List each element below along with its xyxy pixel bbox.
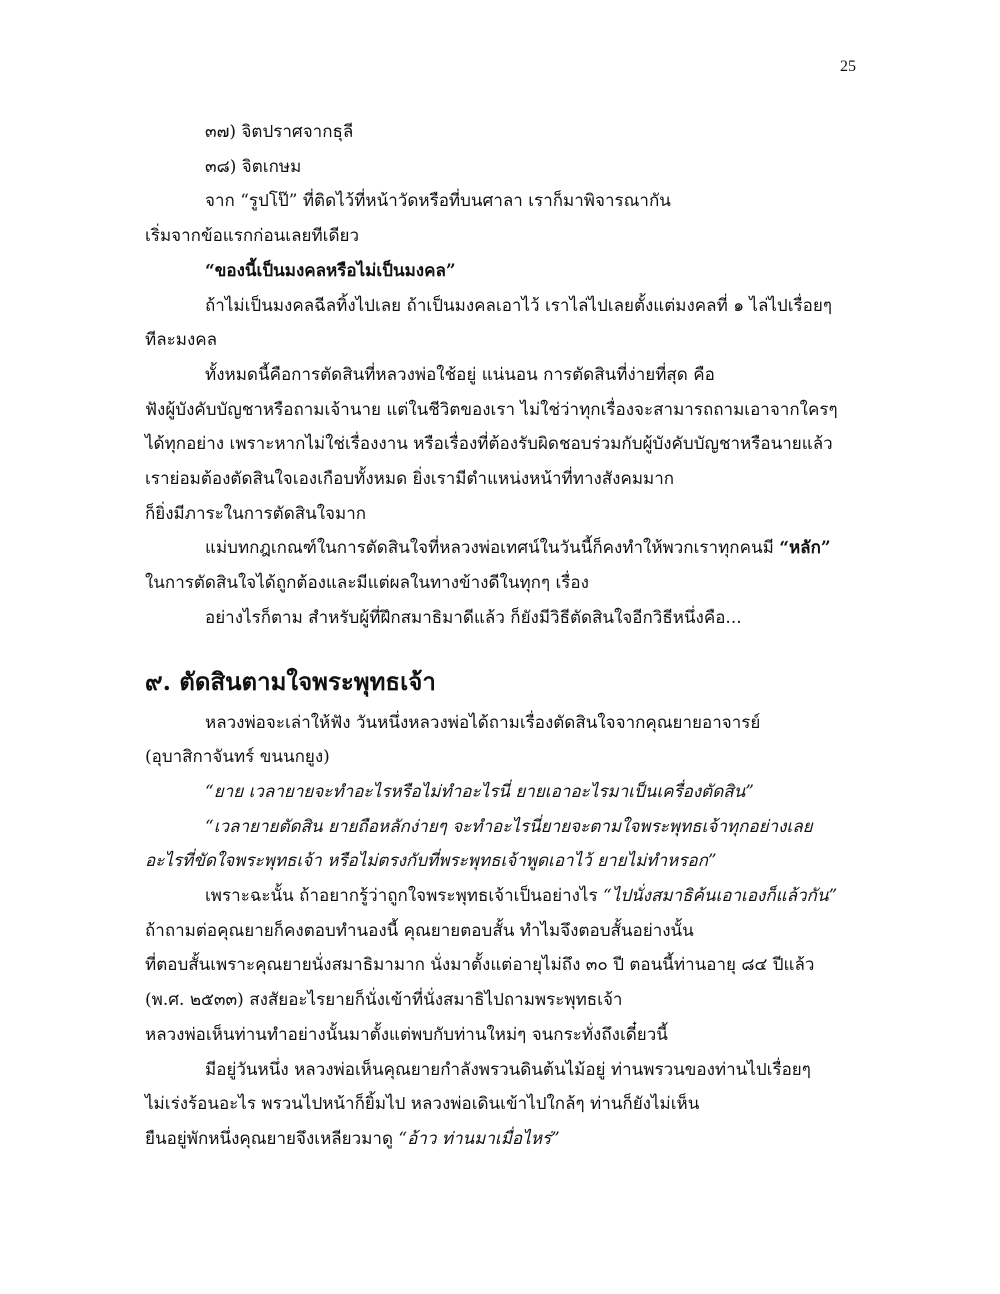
paragraph-line: ถ้าไม่เป็นมงคลฉีลทิ้งไปเลย ถ้าเป็นมงคลเอาไว้ เราไล่ไปเลยตั้งแต่มงคลที่ ๑ ไล่ไปเรื่อยๆ	[205, 295, 832, 316]
quote-line: “ยาย เวลายายจะทำอะไรหรือไม่ทำอะไรนี่ ยายเอาอะไรมาเป็นเครื่องตัดสิน”	[205, 781, 754, 802]
paragraph-line: ๓๗) จิตปราศจากธุลี	[205, 122, 354, 142]
paragraph-line: ทีละมงคล	[145, 330, 218, 351]
section-heading: ๙. ตัดสินตามใจพระพุทธเจ้า	[145, 666, 436, 696]
quote-line: “เวลายายตัดสิน ยายถือหลักง่ายๆ จะทำอะไรนี่ยายจะตามใจพระพุทธเจ้าทุกอย่างเลย	[205, 816, 813, 837]
paragraph-line: ฟังผู้บังคับบัญชาหรือถามเจ้านาย แต่ในชีวิตของเรา ไม่ใช่ว่าทุกเรื่องจะสามารถถามเอาจากใครๆ	[145, 399, 838, 420]
paragraph-line: (อุบาสิกาจันทร์ ขนนกยูง)	[145, 747, 330, 768]
quote-text: “ไปนั่งสมาธิค้นเอาเองก็แล้วกัน”	[603, 886, 838, 907]
paragraph-line: ทั้งหมดนี้คือการตัดสินที่หลวงพ่อใช้อยู่ แน่นอน การตัดสินที่ง่ายที่สุด คือ	[205, 364, 715, 385]
paragraph-line: อย่างไรก็ตาม สำหรับผู้ที่ฝึกสมาธิมาดีแล้ว ก็ยังมีวิธีตัดสินใจอีกวิธีหนึ่งคือ...	[205, 607, 742, 628]
line-text: แม่บทกฎเกณฑ์ในการตัดสินใจที่หลวงพ่อเทศน์ในวันนี้ก็คงทำให้พวกเราทุกคนมี	[205, 538, 780, 559]
body-text	[145, 115, 845, 1157]
emphasis-text: “หลัก”	[779, 538, 831, 559]
page-number: 25	[840, 58, 856, 75]
paragraph-line: ได้ทุกอย่าง เพราะหากไม่ใช่เรื่องงาน หรือเรื่องที่ต้องรับผิดชอบร่วมกับผู้บังคับบัญชาหรือนายแล้ว	[145, 434, 833, 455]
paragraph-line: หลวงพ่อเห็นท่านทำอย่างนั้นมาตั้งแต่พบกับท่านใหม่ๆ จนกระทั่งถึงเดี๋ยวนี้	[145, 1024, 668, 1045]
quote-text: “อ้าว ท่านมาเมื่อไหร่”	[398, 1128, 560, 1149]
paragraph-line: หลวงพ่อจะเล่าให้ฟัง วันหนึ่งหลวงพ่อได้ถามเรื่องตัดสินใจจากคุณยายอาจารย์	[205, 712, 761, 733]
paragraph-line: มีอยู่วันหนึ่ง หลวงพ่อเห็นคุณยายกำลังพรวนดินต้นไม้อยู่ ท่านพรวนของท่านไปเรื่อยๆ	[205, 1059, 811, 1080]
paragraph-line: “ของนี้เป็นมงคลหรือไม่เป็นมงคล”	[205, 260, 456, 281]
line-text: ยืนอยู่พักหนึ่งคุณยายจึงเหลียวมาดู	[145, 1128, 399, 1149]
paragraph-line: เริ่มจากข้อแรกก่อนเลยทีเดียว	[145, 226, 360, 247]
paragraph-line: ๓๘) จิตเกษม	[205, 156, 302, 177]
paragraph-line: จาก “รูปโป๊” ที่ติดไว้ที่หน้าวัดหรือที่บนศาลา เราก็มาพิจารณากัน	[205, 191, 671, 212]
paragraph-line: ถ้าถามต่อคุณยายก็คงตอบทำนองนี้ คุณยายตอบสั้น ทำไมจึงตอบสั้นอย่างนั้น	[145, 920, 694, 941]
paragraph-line: (พ.ศ. ๒๕๓๓) สงสัยอะไรยายก็นั่งเข้าที่นั่งสมาธิไปถามพระพุทธเจ้า	[145, 990, 623, 1011]
paragraph-line: ที่ตอบสั้นเพราะคุณยายนั่งสมาธิมามาก นั่งมาตั้งแต่อายุไม่ถึง ๓๐ ปี ตอนนี้ท่านอายุ ๘๔ ปีแล้ว	[145, 955, 815, 976]
paragraph-line: เราย่อมต้องตัดสินใจเองเกือบทั้งหมด ยิ่งเรามีตำแหน่งหน้าที่ทางสังคมมาก	[145, 469, 675, 490]
paragraph-line	[145, 531, 845, 566]
quote-line: อะไรที่ขัดใจพระพุทธเจ้า หรือไม่ตรงกับที่พระพุทธเจ้าพูดเอาไว้ ยายไม่ทำหรอก”	[145, 851, 717, 872]
line-text: เพราะฉะนั้น ถ้าอยากรู้ว่าถูกใจพระพุทธเจ้าเป็นอย่างไร	[205, 886, 603, 907]
paragraph-line: ไม่เร่งร้อนอะไร พรวนไปหน้าก็ยิ้มไป หลวงพ่อเดินเข้าไปใกล้ๆ ท่านก็ยังไม่เห็น	[145, 1094, 700, 1115]
paragraph-line	[145, 879, 845, 914]
paragraph-line	[145, 1122, 845, 1157]
paragraph-line: ในการตัดสินใจได้ถูกต้องและมีแต่ผลในทางข้างดีในทุกๆ เรื่อง	[145, 573, 589, 594]
paragraph-line: ก็ยิ่งมีภาระในการตัดสินใจมาก	[145, 503, 367, 524]
